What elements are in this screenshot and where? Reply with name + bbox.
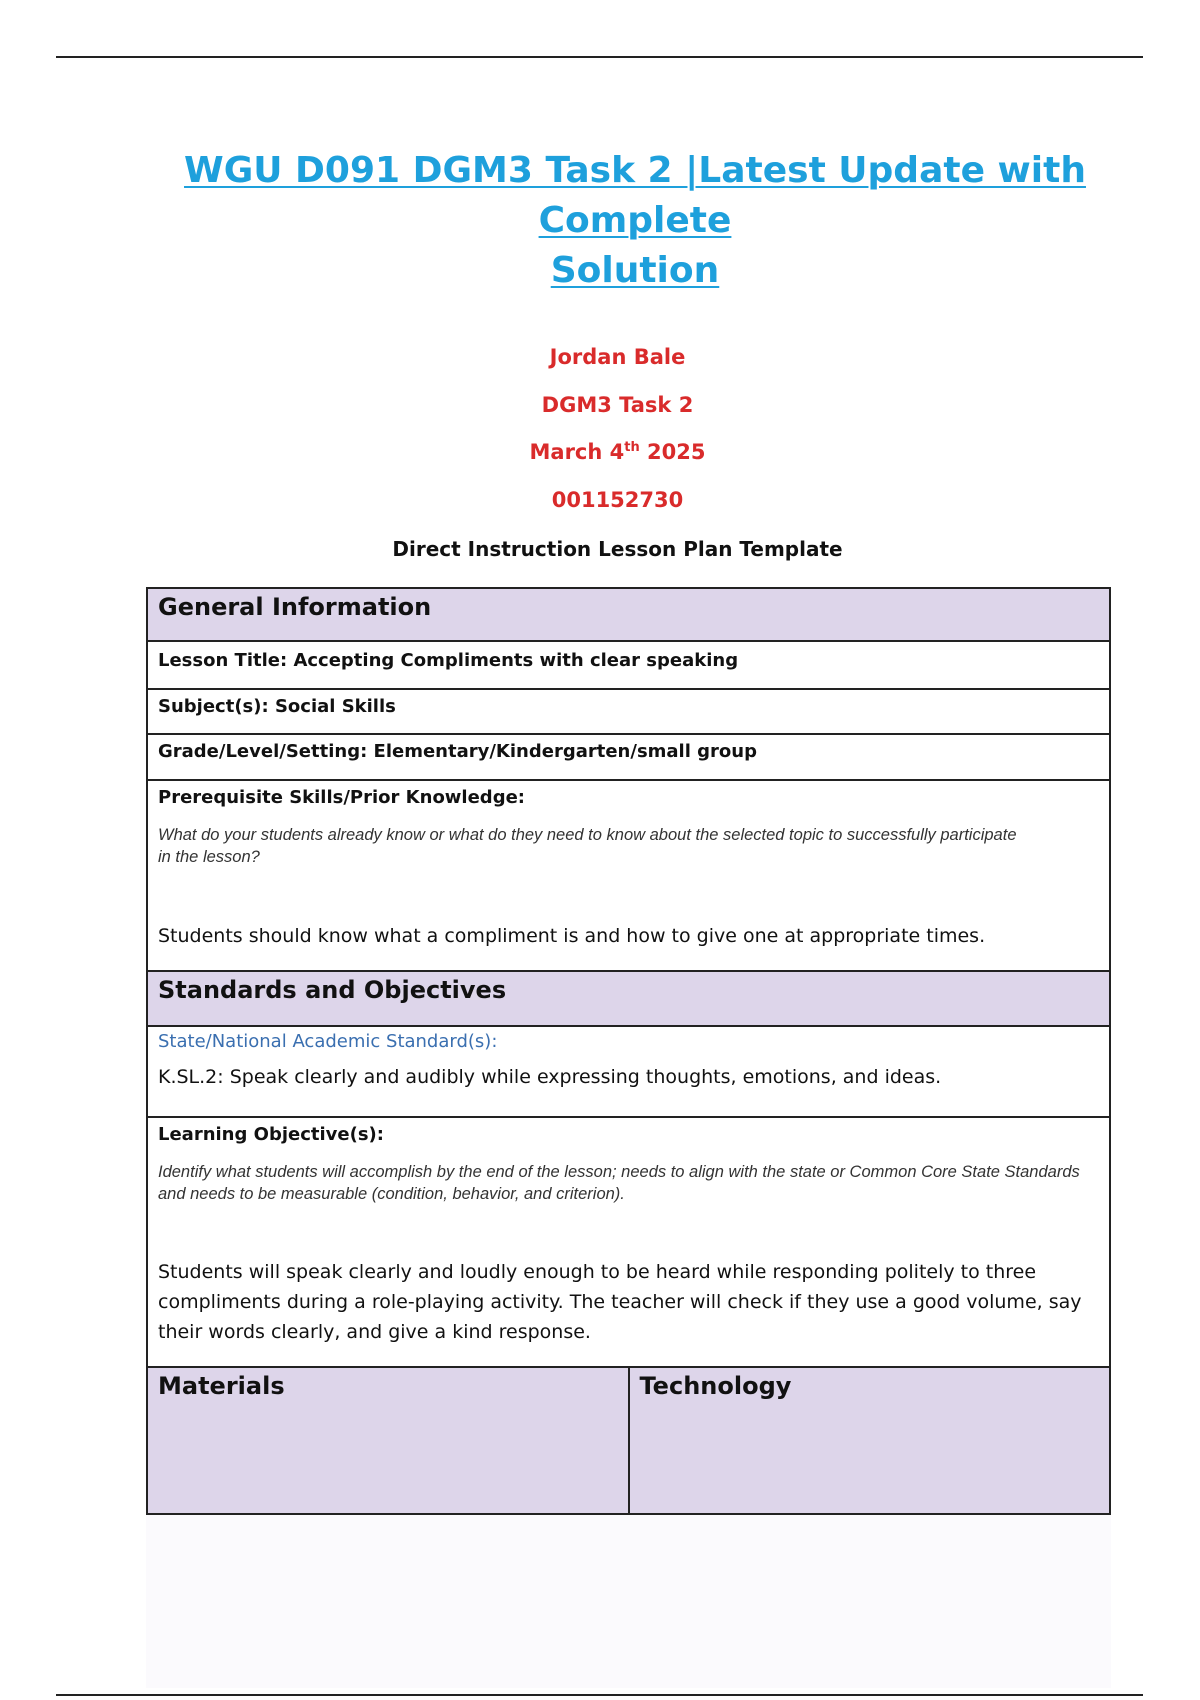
date-year: 2025 [639,440,706,464]
student-id: 001152730 [551,488,684,512]
lesson-title-row [148,642,1109,690]
title-line-1[interactable]: WGU D091 DGM3 Task 2 |Latest Update with Complete [184,150,1086,241]
objectives-row [148,1118,1109,1368]
general-heading: General Information [158,593,432,621]
bottom-rule [56,1694,1143,1696]
date [0,440,1200,464]
standards-row [148,1027,1109,1118]
task-name: DGM3 Task 2 [541,393,694,417]
section-standards-objectives [148,972,1109,1027]
date-suffix: th [624,440,640,455]
objective-answer: Students will speak clearly and loudly enough to be heard while responding politely to three compliments during a role-playing activity. The teacher will check if they use a good volume, say their words clearly, and give a kind response. [158,1261,1082,1343]
standard-text: K.SL.2: Speak clearly and audibly while expressing thoughts, emotions, and ideas. [158,1066,942,1088]
date-prefix: March 4 [529,440,625,464]
grade-row [148,735,1109,781]
resources-row [148,1368,1109,1513]
title-line-2[interactable]: Solution [550,250,720,291]
standards-heading: Standards and Objectives [158,976,507,1004]
objective-label: Learning Objective(s): [158,1124,384,1145]
technology-cell [628,1368,1110,1513]
prereq-prompt: What do your students already know or what do they need to know about the selected topic to successfully participate in the lesson? [158,826,1017,866]
technology-heading: Technology [639,1372,792,1400]
lesson-title: Lesson Title: Accepting Compliments with clear speaking [158,650,739,671]
materials-heading: Materials [158,1372,285,1400]
prerequisite-row [148,781,1109,972]
author-name: Jordan Bale [549,345,686,369]
prereq-label: Prerequisite Skills/Prior Knowledge: [158,787,525,808]
materials-cell [148,1368,628,1513]
subjects: Subject(s): Social Skills [158,696,396,717]
template-title: Direct Instruction Lesson Plan Template [392,537,843,561]
objective-prompt: Identify what students will accomplish by the end of the lesson; needs to align with the state or Common Core State Standards and needs to be measurable (condition, behavior, and criterion). [158,1163,1080,1203]
page-background-fade [146,1508,1111,1688]
prereq-answer: Students should know what a compliment is and how to give one at appropriate times. [158,925,986,947]
grade-level-setting: Grade/Level/Setting: Elementary/Kindergarten/small group [158,741,757,762]
section-general-information [148,589,1109,642]
subjects-row [148,690,1109,735]
standard-label: State/National Academic Standard(s): [158,1031,498,1052]
top-rule [56,56,1143,58]
document-title[interactable] [140,146,1130,296]
lesson-plan-table [146,587,1111,1515]
